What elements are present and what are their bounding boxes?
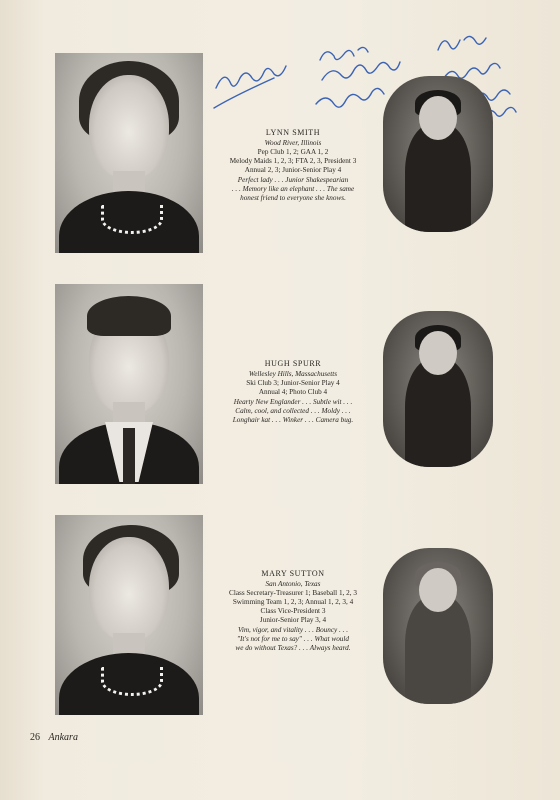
- senior-activities: [208, 589, 378, 625]
- senior-description: [208, 398, 378, 425]
- activity-line: Ski Club 3; Junior-Senior Play 4: [246, 379, 340, 387]
- description-line: we do without Texas? . . . Always heard.: [235, 644, 351, 652]
- description-line: Perfect lady . . . Junior Shakespearian: [237, 176, 349, 184]
- candid-photo-lynn-smith: [383, 76, 493, 232]
- senior-bio: [208, 128, 378, 203]
- description-line: "It's not for me to say" . . . What would: [237, 635, 349, 643]
- activity-line: Pep Club 1, 2; GAA 1, 2: [257, 148, 329, 156]
- description-line: Vim, vigor, and vitality . . . Bouncy . . .: [237, 626, 349, 634]
- senior-hometown: Wellesley Hills, Massachusetts: [248, 370, 338, 378]
- activity-line: Class Secretary-Treasurer 1; Baseball 1, 2, 3: [229, 589, 357, 597]
- senior-hometown: Wood River, Illinois: [264, 139, 322, 147]
- senior-hometown: San Antonio, Texas: [265, 580, 321, 588]
- activity-line: Annual 2, 3; Junior-Senior Play 4: [244, 166, 342, 174]
- candid-photo-mary-sutton: [383, 548, 493, 704]
- activity-line: Junior-Senior Play 3, 4: [259, 616, 327, 624]
- description-line: Calm, cool, and collected . . . Moldy . . .: [235, 407, 351, 415]
- candid-photo-hugh-spurr: [383, 311, 493, 467]
- description-line: Hearty New Englander . . . Subtle wit . . .: [233, 398, 353, 406]
- portrait-photo-hugh-spurr: [55, 284, 203, 484]
- activity-line: Melody Maids 1, 2, 3; FTA 2, 3, President 3: [229, 157, 357, 165]
- description-line: Longhair kat . . . Winker . . . Camera bug.: [232, 416, 354, 424]
- book-title: Ankara: [48, 732, 78, 743]
- activity-line: Class Vice-President 3: [260, 607, 326, 615]
- senior-bio: [208, 359, 378, 425]
- senior-name: LYNN SMITH: [265, 128, 321, 137]
- portrait-photo-mary-sutton: [55, 515, 203, 715]
- activity-line: Annual 4; Photo Club 4: [258, 388, 328, 396]
- portrait-photo-lynn-smith: [55, 53, 203, 253]
- senior-description: [208, 626, 378, 653]
- page-number: 26: [30, 732, 40, 743]
- senior-name: HUGH SPURR: [264, 359, 322, 368]
- senior-activities: [208, 148, 378, 175]
- senior-bio: [208, 569, 378, 653]
- description-line: honest friend to everyone she knows.: [240, 194, 346, 202]
- senior-description: [208, 176, 378, 203]
- activity-line: Swimming Team 1, 2, 3; Annual 1, 2, 3, 4: [232, 598, 354, 606]
- senior-activities: [208, 379, 378, 397]
- senior-name: MARY SUTTON: [261, 569, 325, 578]
- page-footer: [30, 732, 78, 743]
- description-line: . . . Memory like an elephant . . . The same: [231, 185, 355, 193]
